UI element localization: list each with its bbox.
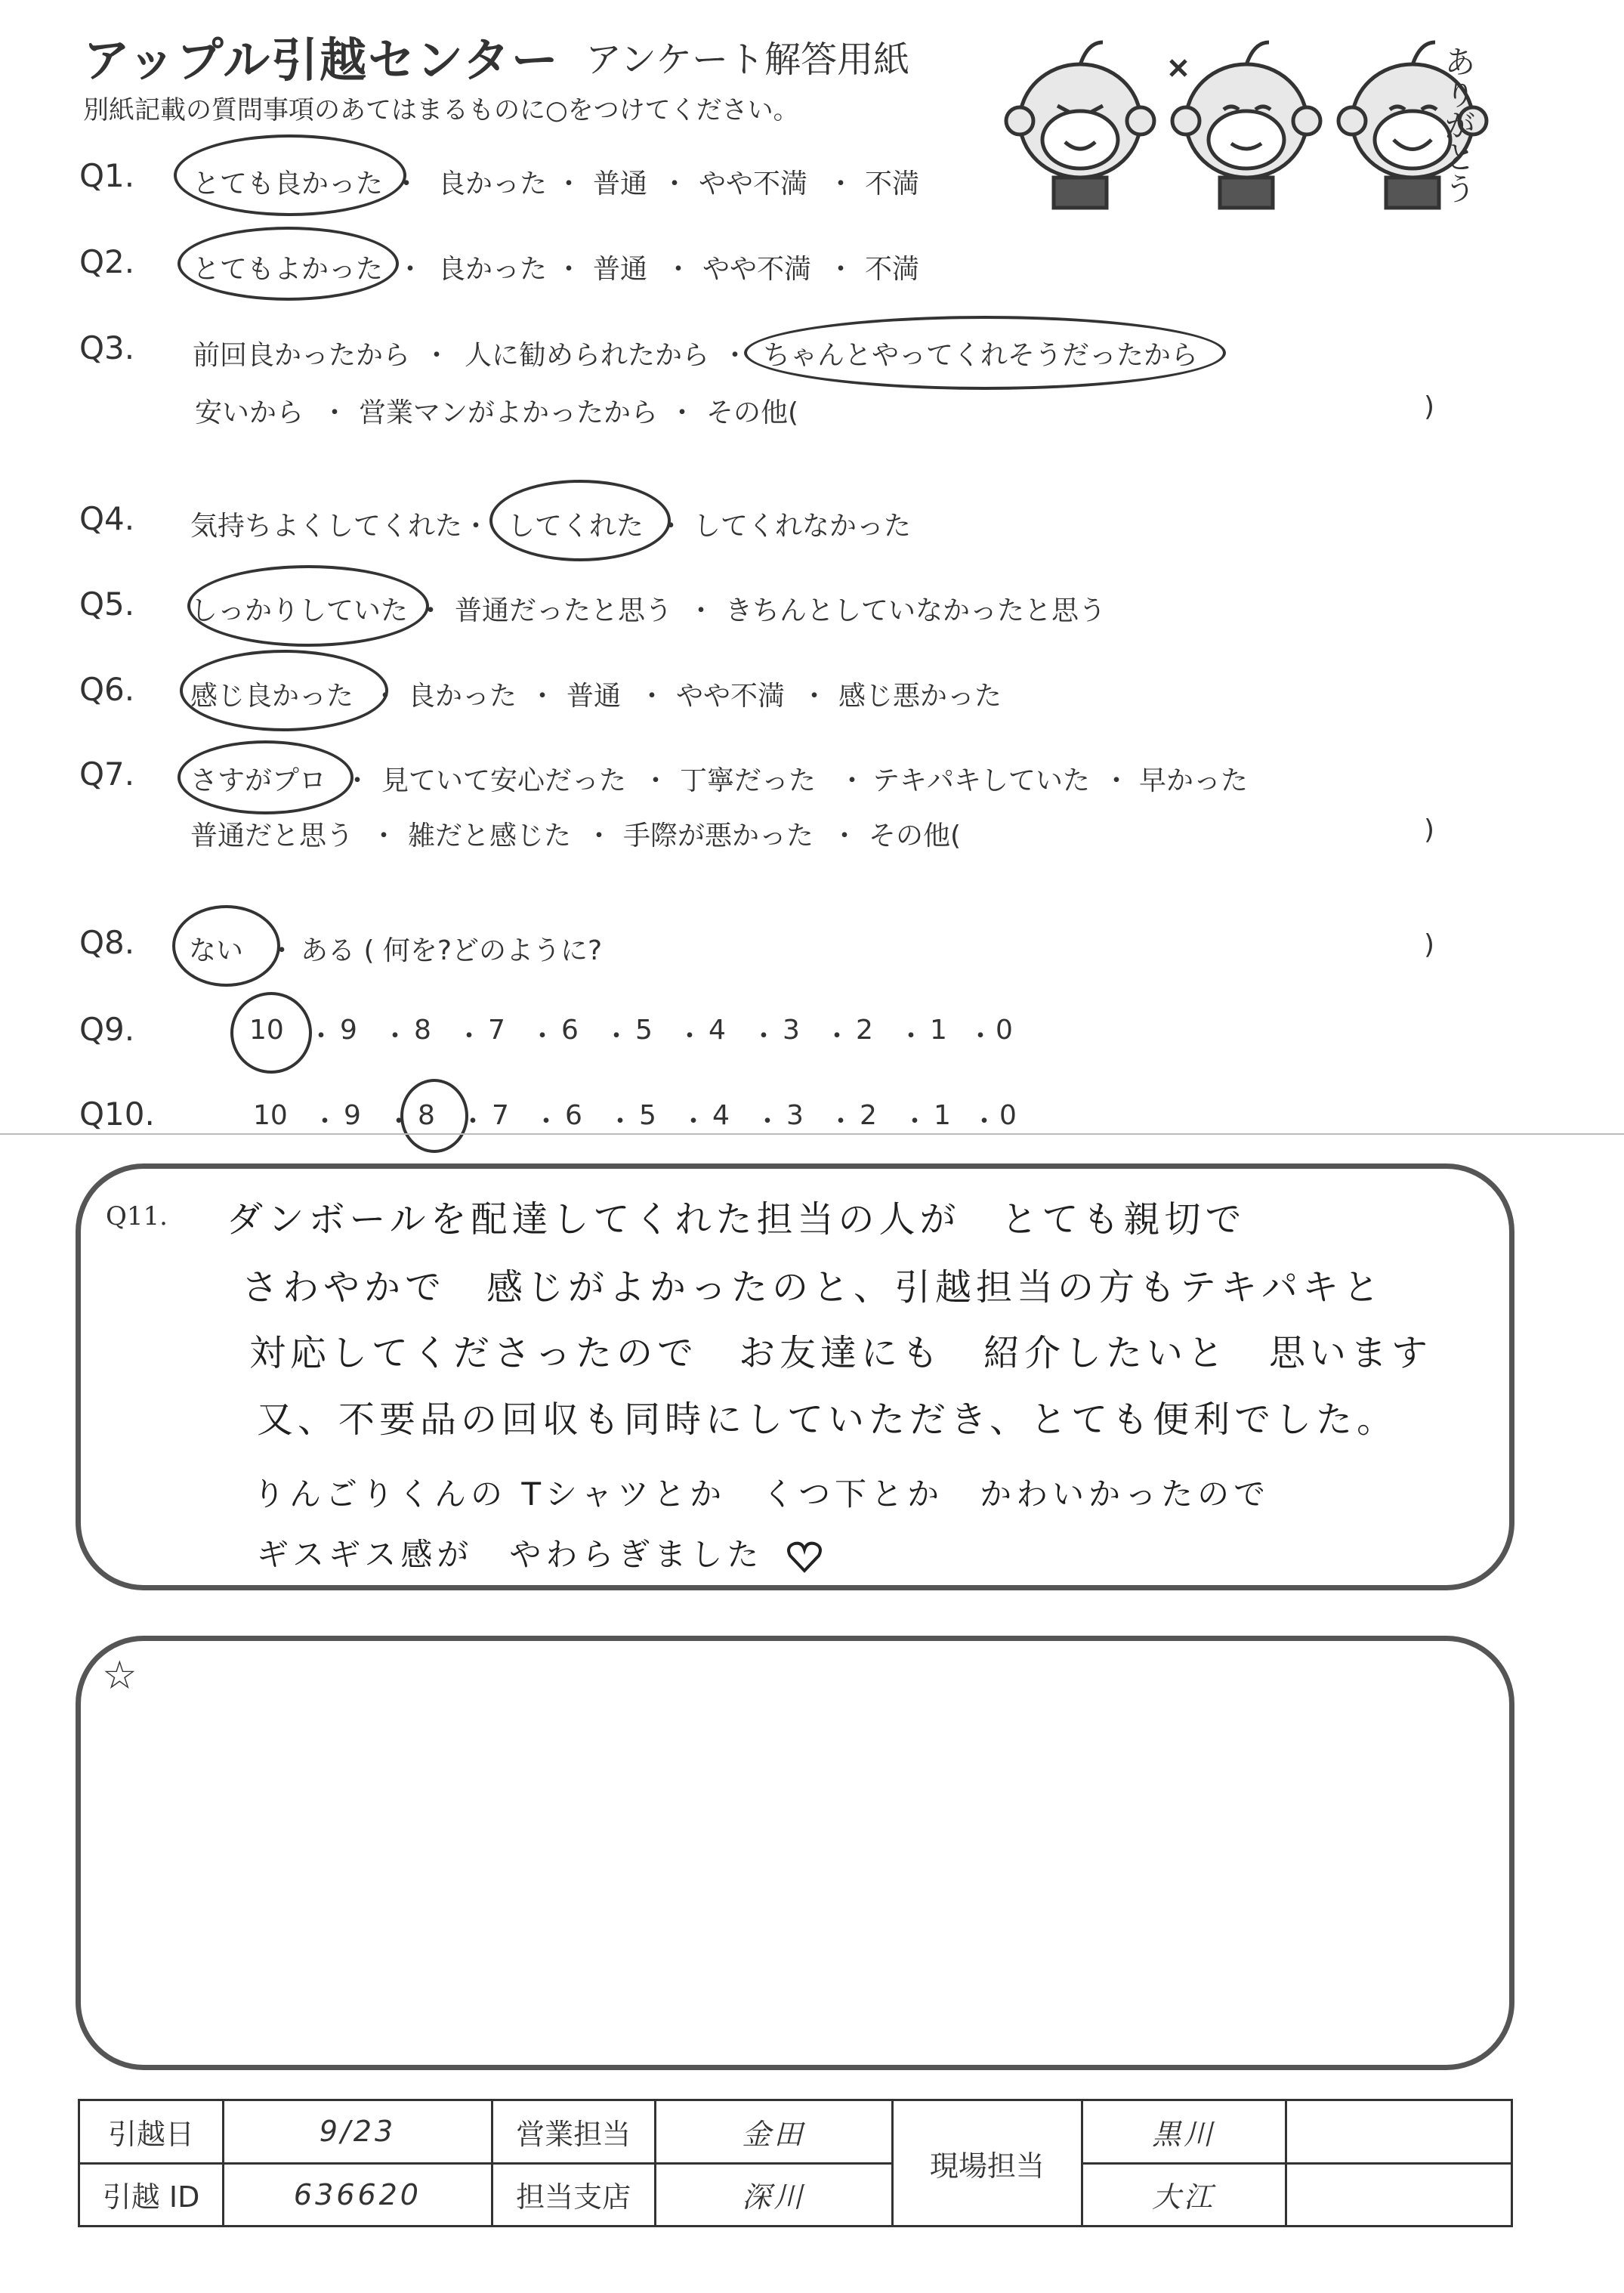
q3-answer-circle — [744, 316, 1226, 390]
separator: ・ — [668, 397, 696, 428]
q1-label: Q1. — [79, 157, 135, 194]
fold-line — [0, 1133, 1624, 1135]
separator: ・ — [901, 1106, 929, 1137]
separator: ・ — [397, 254, 425, 285]
separator: ・ — [680, 1106, 708, 1137]
arigatou-text: ありがとう — [1440, 45, 1477, 204]
q7-option-2[interactable]: 見ていて安心だった — [381, 765, 627, 796]
q7-option-4[interactable]: テキパキしていた — [872, 765, 1091, 796]
q11-handwritten-line-5: りんごりくんの Tシャツとか くつ下とか かわいかったので — [253, 1476, 1270, 1513]
separator: ・ — [555, 254, 583, 285]
q1-option-4[interactable]: やや不満 — [699, 168, 808, 199]
q11-handwritten-line-2: さわやかで 感じがよかったのと、引越担当の方もテキパキと — [242, 1266, 1385, 1309]
q1-option-1[interactable]: とても良かった — [193, 168, 384, 199]
separator: ・ — [607, 1106, 634, 1137]
q4-option-1[interactable]: 気持ちよくしてくれた — [190, 511, 463, 542]
separator: ・ — [603, 1021, 631, 1052]
separator: ・ — [967, 1021, 995, 1052]
separator: ・ — [831, 820, 859, 851]
branch-value[interactable]: 深川 — [655, 2163, 893, 2227]
heart-doodle-icon — [786, 1537, 823, 1575]
q6-answer-circle — [180, 650, 388, 731]
separator: ・ — [455, 1021, 483, 1052]
q5-answer-circle — [187, 565, 429, 647]
q11-handwritten-line-3: 対応してくださったので お友達にも 紹介したいと 思います — [249, 1332, 1433, 1374]
mascot-1 — [1006, 42, 1154, 208]
separator: ・ — [268, 935, 296, 966]
q7-option-6[interactable]: 普通だと思う — [190, 820, 354, 851]
q10-option-7[interactable]: 7 — [492, 1100, 509, 1131]
q11-label: Q11. — [106, 1201, 168, 1231]
q11-handwritten-line-1: ダンボールを配達してくれた担当の人が とても親切で — [227, 1198, 1246, 1241]
separator: ・ — [462, 511, 490, 542]
q3-option-6[interactable]: その他( — [706, 397, 799, 428]
separator: ・ — [459, 1106, 487, 1137]
q10-option-6[interactable]: 6 — [565, 1100, 582, 1131]
q8-option-1[interactable]: ない — [189, 935, 244, 966]
q1-option-2[interactable]: 良かった — [438, 168, 548, 199]
separator: ・ — [529, 1021, 557, 1052]
q7-label: Q7. — [79, 756, 135, 793]
separator: ・ — [971, 1106, 999, 1137]
separator: ・ — [750, 1021, 778, 1052]
move-date-label: 引越日 — [79, 2100, 224, 2164]
q8-option-2[interactable]: ある ( 何を?どのように? — [301, 935, 603, 966]
q9-option-8[interactable]: 8 — [414, 1015, 431, 1046]
move-id-value[interactable]: 636620 — [224, 2163, 492, 2227]
separator: ・ — [801, 681, 829, 712]
separator: ・ — [555, 168, 583, 199]
q3-option-5[interactable]: 営業マンがよかったから — [359, 397, 659, 428]
q7-close-paren: ) — [1424, 814, 1435, 845]
separator: ・ — [827, 1106, 855, 1137]
q7-option-5[interactable]: 早かった — [1139, 765, 1249, 796]
q9-option-10[interactable]: 10 — [249, 1015, 284, 1046]
separator: ・ — [585, 820, 613, 851]
q11-handwritten-line-6: ギスギス感が やわらぎました — [257, 1536, 764, 1573]
mascot-2 — [1171, 42, 1320, 208]
move-id-label: 引越 ID — [79, 2163, 224, 2227]
q9-option-7[interactable]: 7 — [488, 1015, 505, 1046]
q6-label: Q6. — [79, 671, 135, 708]
separator: ・ — [661, 168, 689, 199]
star-mark: ☆ — [102, 1653, 137, 1698]
separator: ・ — [676, 1021, 704, 1052]
separator: ・ — [533, 1106, 560, 1137]
q5-option-1[interactable]: しっかりしていた — [190, 595, 409, 626]
q9-option-1[interactable]: 1 — [930, 1015, 947, 1046]
separator: ・ — [370, 820, 398, 851]
separator: ・ — [344, 765, 372, 796]
q9-option-0[interactable]: 0 — [996, 1015, 1013, 1046]
q11-handwritten-line-4: 又、不要品の回収も同時にしていただき、とても便利でした。 — [257, 1398, 1398, 1441]
q4-option-3[interactable]: してくれなかった — [693, 511, 912, 542]
extra-cell-2[interactable] — [1286, 2163, 1511, 2227]
separator: ・ — [721, 340, 749, 371]
separator: ・ — [657, 511, 685, 542]
q3-close-paren: ) — [1424, 391, 1435, 422]
separator: ・ — [311, 1106, 339, 1137]
q6-option-3[interactable]: 普通 — [567, 681, 622, 712]
separator: ・ — [823, 1021, 851, 1052]
separator: ・ — [385, 1106, 413, 1137]
separator: ・ — [638, 681, 666, 712]
separator: ・ — [307, 1021, 335, 1052]
q9-option-5[interactable]: 5 — [635, 1015, 653, 1046]
branch-label: 担当支店 — [492, 2163, 655, 2227]
q6-option-2[interactable]: 良かった — [408, 681, 517, 712]
q9-answer-circle — [230, 992, 312, 1074]
site-value-2[interactable]: 大江 — [1082, 2163, 1286, 2227]
q10-label: Q10. — [79, 1096, 155, 1133]
q2-option-2[interactable]: 良かった — [438, 254, 548, 285]
q6-option-1[interactable]: 感じ良かった — [190, 681, 354, 712]
separator: ・ — [827, 254, 855, 285]
q9-option-4[interactable]: 4 — [709, 1015, 726, 1046]
move-date-value[interactable]: 9/23 — [224, 2100, 492, 2164]
q4-label: Q4. — [79, 500, 135, 537]
q5-option-2[interactable]: 普通だったと思う — [455, 595, 673, 626]
q2-option-3[interactable]: 普通 — [593, 254, 648, 285]
separator: ・ — [827, 168, 855, 199]
separator: ・ — [642, 765, 670, 796]
survey-title: アップル引越センター — [83, 32, 560, 88]
q1-option-5[interactable]: 不満 — [865, 168, 920, 199]
q5-option-3[interactable]: きちんとしていなかったと思う — [725, 595, 1107, 626]
separator: ・ — [393, 168, 421, 199]
sales-label: 営業担当 — [492, 2100, 655, 2164]
separator: ・ — [423, 340, 451, 371]
q6-option-4[interactable]: やや不満 — [676, 681, 786, 712]
extra-cell-1[interactable] — [1286, 2100, 1511, 2164]
q7-option-9[interactable]: その他( — [869, 820, 962, 851]
q10-option-5[interactable]: 5 — [639, 1100, 656, 1131]
q2-option-1[interactable]: とてもよかった — [193, 254, 384, 285]
separator: ・ — [529, 681, 557, 712]
q9-option-3[interactable]: 3 — [783, 1015, 800, 1046]
q8-label: Q8. — [79, 924, 135, 961]
q3-option-2[interactable]: 人に勧められたから — [465, 340, 710, 371]
q7-answer-circle — [178, 740, 354, 814]
site-label: 現場担当 — [893, 2100, 1082, 2227]
q3-option-3[interactable]: ちゃんとやってくれそうだったから — [763, 340, 1199, 371]
q10-option-0[interactable]: 0 — [999, 1100, 1017, 1131]
separator: ・ — [687, 595, 715, 626]
q10-option-8[interactable]: 8 — [418, 1100, 435, 1131]
separator: ・ — [838, 765, 866, 796]
q10-option-3[interactable]: 3 — [786, 1100, 804, 1131]
q9-option-9[interactable]: 9 — [340, 1015, 357, 1046]
instruction-text: 別紙記載の質問事項のあてはまるものに○をつけてください。 — [83, 95, 799, 125]
q7-option-3[interactable]: 丁寧だった — [680, 765, 817, 796]
q2-option-4[interactable]: やや不満 — [702, 254, 812, 285]
q4-answer-circle — [489, 480, 671, 561]
q9-option-6[interactable]: 6 — [561, 1015, 579, 1046]
q10-option-9[interactable]: 9 — [344, 1100, 361, 1131]
q1-answer-circle — [174, 134, 406, 216]
q3-option-1[interactable]: 前回良かったから — [193, 340, 411, 371]
separator: ・ — [321, 397, 349, 428]
q4-option-2[interactable]: してくれた — [508, 511, 644, 542]
site-value-1[interactable]: 黒川 — [1082, 2100, 1286, 2164]
q3-label: Q3. — [79, 329, 135, 366]
q3-option-4[interactable]: 安いから — [195, 397, 304, 428]
q2-label: Q2. — [79, 243, 135, 280]
q10-answer-circle — [400, 1079, 468, 1153]
separator: ・ — [417, 595, 445, 626]
separator: ・ — [897, 1021, 925, 1052]
separator: ・ — [754, 1106, 782, 1137]
q8-close-paren: ) — [1424, 929, 1435, 960]
separator: ・ — [665, 254, 693, 285]
q7-option-8[interactable]: 手際が悪かった — [623, 820, 814, 851]
sales-value[interactable]: 金田 — [655, 2100, 893, 2164]
q10-option-1[interactable]: 1 — [934, 1100, 951, 1131]
q7-option-7[interactable]: 雑だと感じた — [408, 820, 572, 851]
q9-label: Q9. — [79, 1011, 135, 1048]
q2-option-5[interactable]: 不満 — [865, 254, 920, 285]
q5-label: Q5. — [79, 586, 135, 623]
q8-answer-circle — [172, 905, 280, 987]
q10-option-2[interactable]: 2 — [860, 1100, 877, 1131]
mascot-illustration — [982, 15, 1511, 219]
separator: ・ — [372, 681, 400, 712]
q9-option-2[interactable]: 2 — [856, 1015, 873, 1046]
q2-answer-circle — [178, 227, 399, 301]
survey-subtitle: アンケート解答用紙 — [585, 39, 910, 81]
q10-option-4[interactable]: 4 — [712, 1100, 730, 1131]
free-comment-box[interactable] — [76, 1636, 1514, 2070]
q10-option-10[interactable]: 10 — [253, 1100, 288, 1131]
separator: ・ — [1103, 765, 1131, 796]
q7-option-1[interactable]: さすがプロ — [190, 765, 327, 796]
q1-option-3[interactable]: 普通 — [593, 168, 648, 199]
q6-option-5[interactable]: 感じ悪かった — [838, 681, 1002, 712]
separator: ・ — [381, 1021, 409, 1052]
move-info-table — [78, 2099, 1513, 2227]
